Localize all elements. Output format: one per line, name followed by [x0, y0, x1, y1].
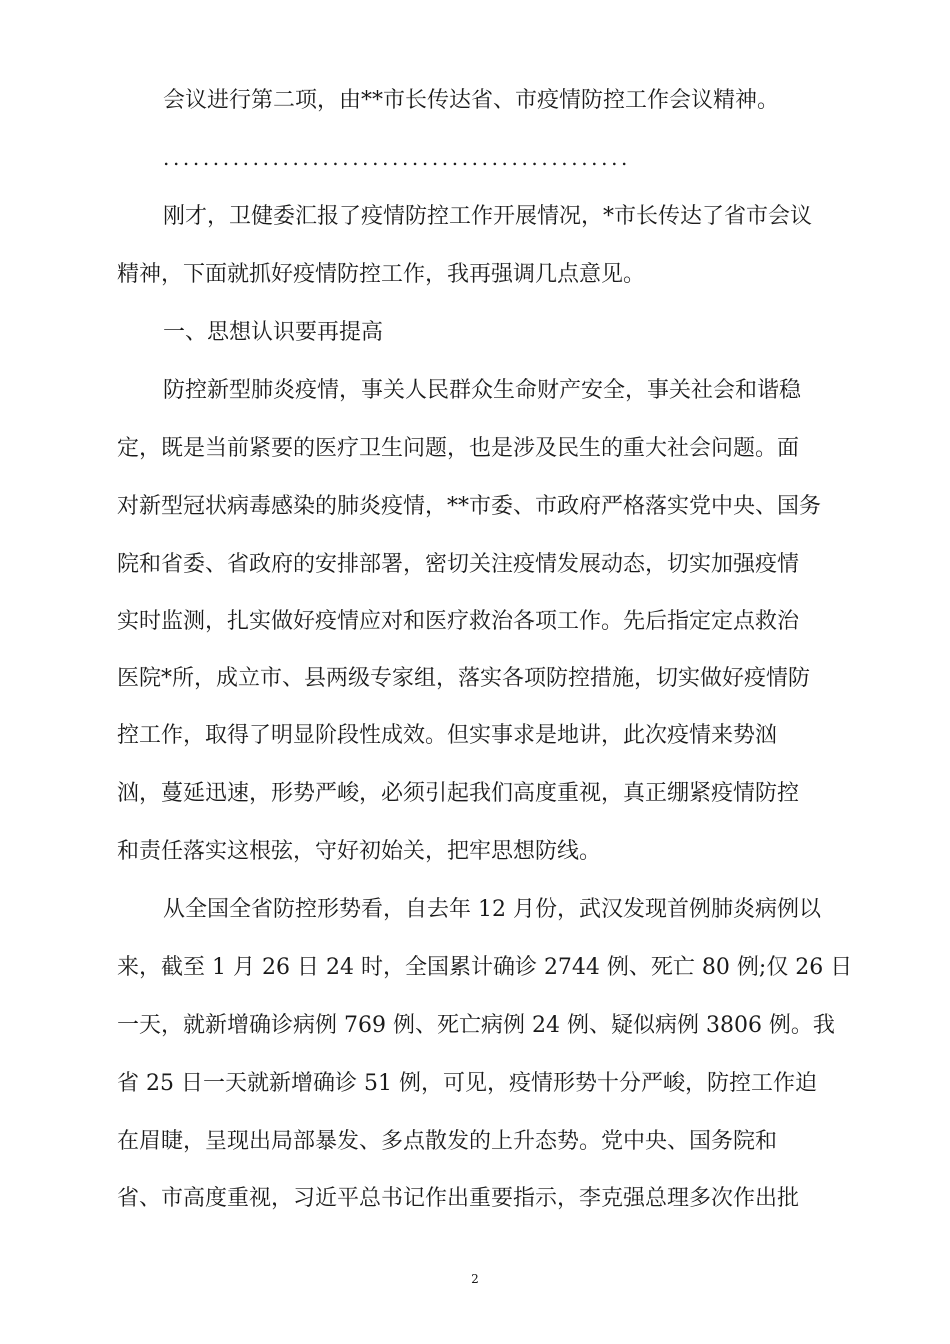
text-line: 院和省委、省政府的安排部署，密切关注疫情发展动态，切实加强疫情	[117, 552, 800, 577]
text-line: 防控新型肺炎疫情，事关人民群众生命财产安全，事关社会和谐稳	[163, 378, 802, 403]
text-line: 精神，下面就抓好疫情防控工作，我再强调几点意见。	[117, 262, 646, 287]
text-line: 汹，蔓延迅速，形势严峻，必须引起我们高度重视，真正绷紧疫情防控	[117, 781, 800, 806]
page-number: 2	[471, 1272, 479, 1286]
text-line: 和责任落实这根弦，守好初始关，把牢思想防线。	[117, 839, 602, 864]
text-line: 来，截至 1 月 26 日 24 时，全国累计确诊 2744 例、死亡 80 例;仅 26 日	[117, 955, 853, 980]
section-heading: 一、思想认识要再提高	[163, 320, 384, 345]
text-line: 刚才，卫健委汇报了疫情防控工作开展情况，*市长传达了省市会议	[163, 204, 813, 229]
text-line: 从全国全省防控形势看，自去年 12 月份，武汉发现首例肺炎病例以	[163, 897, 821, 922]
text-line: 省、市高度重视，习近平总书记作出重要指示，李克强总理多次作出批	[117, 1186, 800, 1211]
text-line: 实时监测，扎实做好疫情应对和医疗救治各项工作。先后指定定点救治	[117, 609, 800, 634]
text-line: 省 25 日一天就新增确诊 51 例，可见，疫情形势十分严峻，防控工作迫	[117, 1071, 817, 1096]
text-line: 在眉睫，呈现出局部暴发、多点散发的上升态势。党中央、国务院和	[117, 1129, 778, 1154]
text-line: 医院*所，成立市、县两级专家组，落实各项防控措施，切实做好疫情防	[117, 666, 811, 691]
text-line: 一天，就新增确诊病例 769 例、死亡病例 24 例、疑似病例 3806 例。我	[117, 1013, 835, 1038]
text-line: 对新型冠状病毒感染的肺炎疫情，**市委、市政府严格落实党中央、国务	[117, 494, 822, 519]
text-line: 会议进行第二项，由**市长传达省、市疫情防控工作会议精神。	[163, 88, 780, 113]
ellipsis-divider: ...............................................	[163, 146, 631, 170]
text-line: 控工作，取得了明显阶段性成效。但实事求是地讲，此次疫情来势汹	[117, 723, 778, 748]
text-line: 定，既是当前紧要的医疗卫生问题，也是涉及民生的重大社会问题。面	[117, 436, 800, 461]
